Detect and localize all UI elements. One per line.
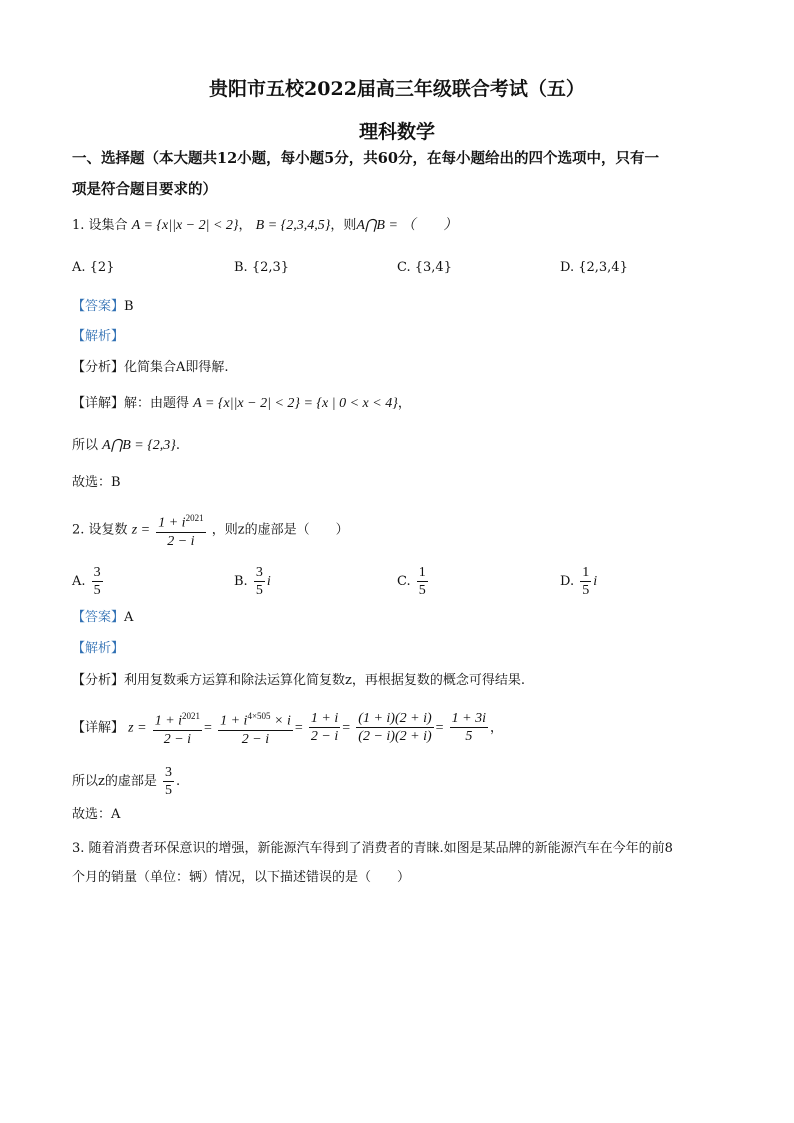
- q1-option-d: D. {2,3,4}: [560, 260, 628, 275]
- q2-detail-frac2: [218, 708, 293, 748]
- q2-option-d-tail: i: [593, 574, 598, 589]
- q2-detail-frac5: [450, 710, 488, 745]
- q1-so-prefix: 所以: [72, 438, 99, 453]
- q2-detail-num5: 1 + 3i: [451, 711, 487, 727]
- q2-option-b: [234, 564, 271, 599]
- q2-detail-num1: 1 + i: [154, 713, 183, 729]
- q2-num-sup: 2021: [185, 513, 204, 523]
- q2-den: 2 − i: [167, 533, 195, 549]
- q2-suffix: ，则z的虚部是（ ）: [211, 522, 349, 538]
- q2-option-b-frac: [254, 564, 265, 599]
- q2-detail-den3: 2 − i: [310, 729, 339, 745]
- q2-detail-num2-tail: × i: [270, 713, 291, 729]
- q2-detail-den2: 2 − i: [241, 731, 270, 747]
- detail-tag: 【详解】: [72, 396, 125, 411]
- q2-so-num: 3: [165, 765, 172, 780]
- q1-choose: 故选：B: [72, 475, 121, 490]
- q2-detail-frac1: [153, 708, 202, 748]
- q2-option-b-den: 5: [255, 583, 263, 598]
- q2-option-c: [397, 564, 430, 599]
- q2-option-a-frac: [92, 564, 103, 599]
- q2-detail-den1: 2 − i: [163, 731, 192, 747]
- q2-detail-num1-sup: 2021: [182, 711, 201, 721]
- q1-answer-value: B: [124, 299, 134, 314]
- q2-answer: [72, 609, 133, 627]
- q2-detail-z-eq: z =: [128, 720, 147, 736]
- q2-stem: [72, 510, 349, 550]
- q1-conclusion: 所以 A⋂B = {2,3}.: [72, 438, 181, 453]
- q2-option-d-label: D.: [560, 574, 575, 589]
- q2-option-c-frac: [417, 564, 428, 599]
- q1-fenxi-text: 化简集合A即得解.: [124, 360, 229, 375]
- q2-analysis-tag: 【解析】: [72, 641, 125, 656]
- q1-so-math: A⋂B = {2,3}: [102, 438, 176, 453]
- q2-option-c-num: 1: [418, 565, 426, 580]
- q3-stem-line1: 3. 随着消费者环保意识的增强，新能源汽车得到了消费者的青睐.如图是某品牌的新能源汽车在今年的前8: [72, 841, 673, 856]
- q2-so-den: 5: [165, 783, 172, 798]
- subject-title: 理科数学: [358, 121, 435, 143]
- q1-prefix: 1. 设集合: [72, 218, 128, 233]
- q1-set-b: B = {2,3,4,5}: [255, 218, 331, 233]
- detail-tag: 【详解】: [72, 720, 125, 736]
- q2-num: 1 + i: [158, 515, 186, 531]
- q2-detail-den4: (2 − i)(2 + i): [358, 729, 432, 745]
- q2-fenxi: [72, 672, 525, 690]
- q2-option-a-den: 5: [93, 583, 101, 598]
- q1-fenxi: [72, 359, 229, 377]
- q1-analysis-tag: 【解析】: [72, 329, 125, 344]
- q2-option-a-label: A.: [72, 574, 86, 589]
- q2-detail-frac3: [309, 710, 340, 745]
- q2-detail-num4: (1 + i)(2 + i): [358, 711, 432, 727]
- q2-option-b-num: 3: [255, 565, 263, 580]
- q2-option-b-label: B.: [234, 574, 248, 589]
- q2-fraction: [156, 510, 205, 550]
- q2-option-d: [560, 564, 597, 599]
- q2-detail-num2: 1 + i: [220, 713, 248, 729]
- q1-option-a: A. {2}: [72, 260, 115, 275]
- exam-title: 贵阳市五校2022届高三年级联合考试（五）: [209, 78, 585, 100]
- q1-option-b: B. {2,3}: [234, 260, 290, 275]
- q2-choose: 故选：A: [72, 807, 121, 822]
- q2-z-eq: z =: [131, 522, 151, 538]
- answer-tag: 【答案】: [72, 299, 125, 314]
- q2-detail: 【详解】 z = $\frac{1 + i^{2021}}{2 - i}$ = $\frac{1 + i^{4\times 505} \times i}{2 - i}$ = $\frac{1 + i}{2 - i}$ = $\frac{(1 + i)(2 + i)}{(2 - i)(2 + i)}$ = $\frac{1 + 3i}{5}$ ，: [72, 708, 503, 748]
- q2-option-b-tail: i: [266, 574, 271, 589]
- q1-stem: 1. 设集合 A = {x||x − 2| < 2}， B = {2,3,4,5}，则A⋂B = （ ）: [72, 218, 458, 233]
- q3-stem-line2: 个月的销量（单位：辆）情况，以下描述错误的是（ ）: [72, 870, 411, 885]
- q2-detail-den5: 5: [465, 729, 473, 745]
- q2-option-d-den: 5: [582, 583, 590, 598]
- q1-suffix: ，则: [330, 218, 357, 233]
- q2-option-c-den: 5: [418, 583, 426, 598]
- q1-ask: A⋂B = （ ）: [356, 218, 458, 233]
- q2-answer-value: A: [124, 610, 134, 625]
- q2-option-c-label: C.: [397, 574, 411, 589]
- answer-tag: 【答案】: [72, 610, 125, 625]
- q1-option-c: C. {3,4}: [397, 260, 452, 275]
- q2-option-d-frac: [580, 564, 591, 599]
- section-heading-line2: 项是符合题目要求的）: [72, 181, 217, 198]
- q1-detail-text: 解：由题得: [124, 396, 190, 411]
- q2-option-a-num: 3: [93, 565, 101, 580]
- q2-option-a: [72, 564, 105, 599]
- q2-so-frac: [163, 764, 174, 799]
- q1-detail-math: A = {x||x − 2| < 2} = {x | 0 < x < 4}: [193, 396, 398, 411]
- q2-prefix: 2. 设复数: [72, 522, 128, 538]
- section-heading-line1: 一、选择题（本大题共12小题，每小题5分，共60分，在每小题给出的四个选项中，只有一: [72, 150, 659, 167]
- q2-fenxi-text: 利用复数乘方运算和除法运算化简复数z，再根据复数的概念可得结果.: [124, 673, 525, 688]
- q2-option-d-num: 1: [582, 565, 590, 580]
- q2-so-prefix: 所以z的虚部是: [72, 774, 157, 789]
- q2-detail-frac4: [356, 710, 433, 745]
- fenxi-tag: 【分析】: [72, 360, 125, 375]
- q2-detail-num3: 1 + i: [310, 711, 339, 727]
- q1-detail: 【详解】解：由题得 A = {x||x − 2| < 2} = {x | 0 < x < 4}，: [72, 396, 411, 411]
- q1-answer: [72, 298, 134, 316]
- q2-conclusion: 所以z的虚部是 $\frac{3}{5}$ .: [72, 765, 181, 798]
- fenxi-tag: 【分析】: [72, 673, 125, 688]
- q2-detail-num2-sup: 4×505: [247, 711, 271, 721]
- q1-set-a: A = {x||x − 2| < 2}: [131, 218, 239, 233]
